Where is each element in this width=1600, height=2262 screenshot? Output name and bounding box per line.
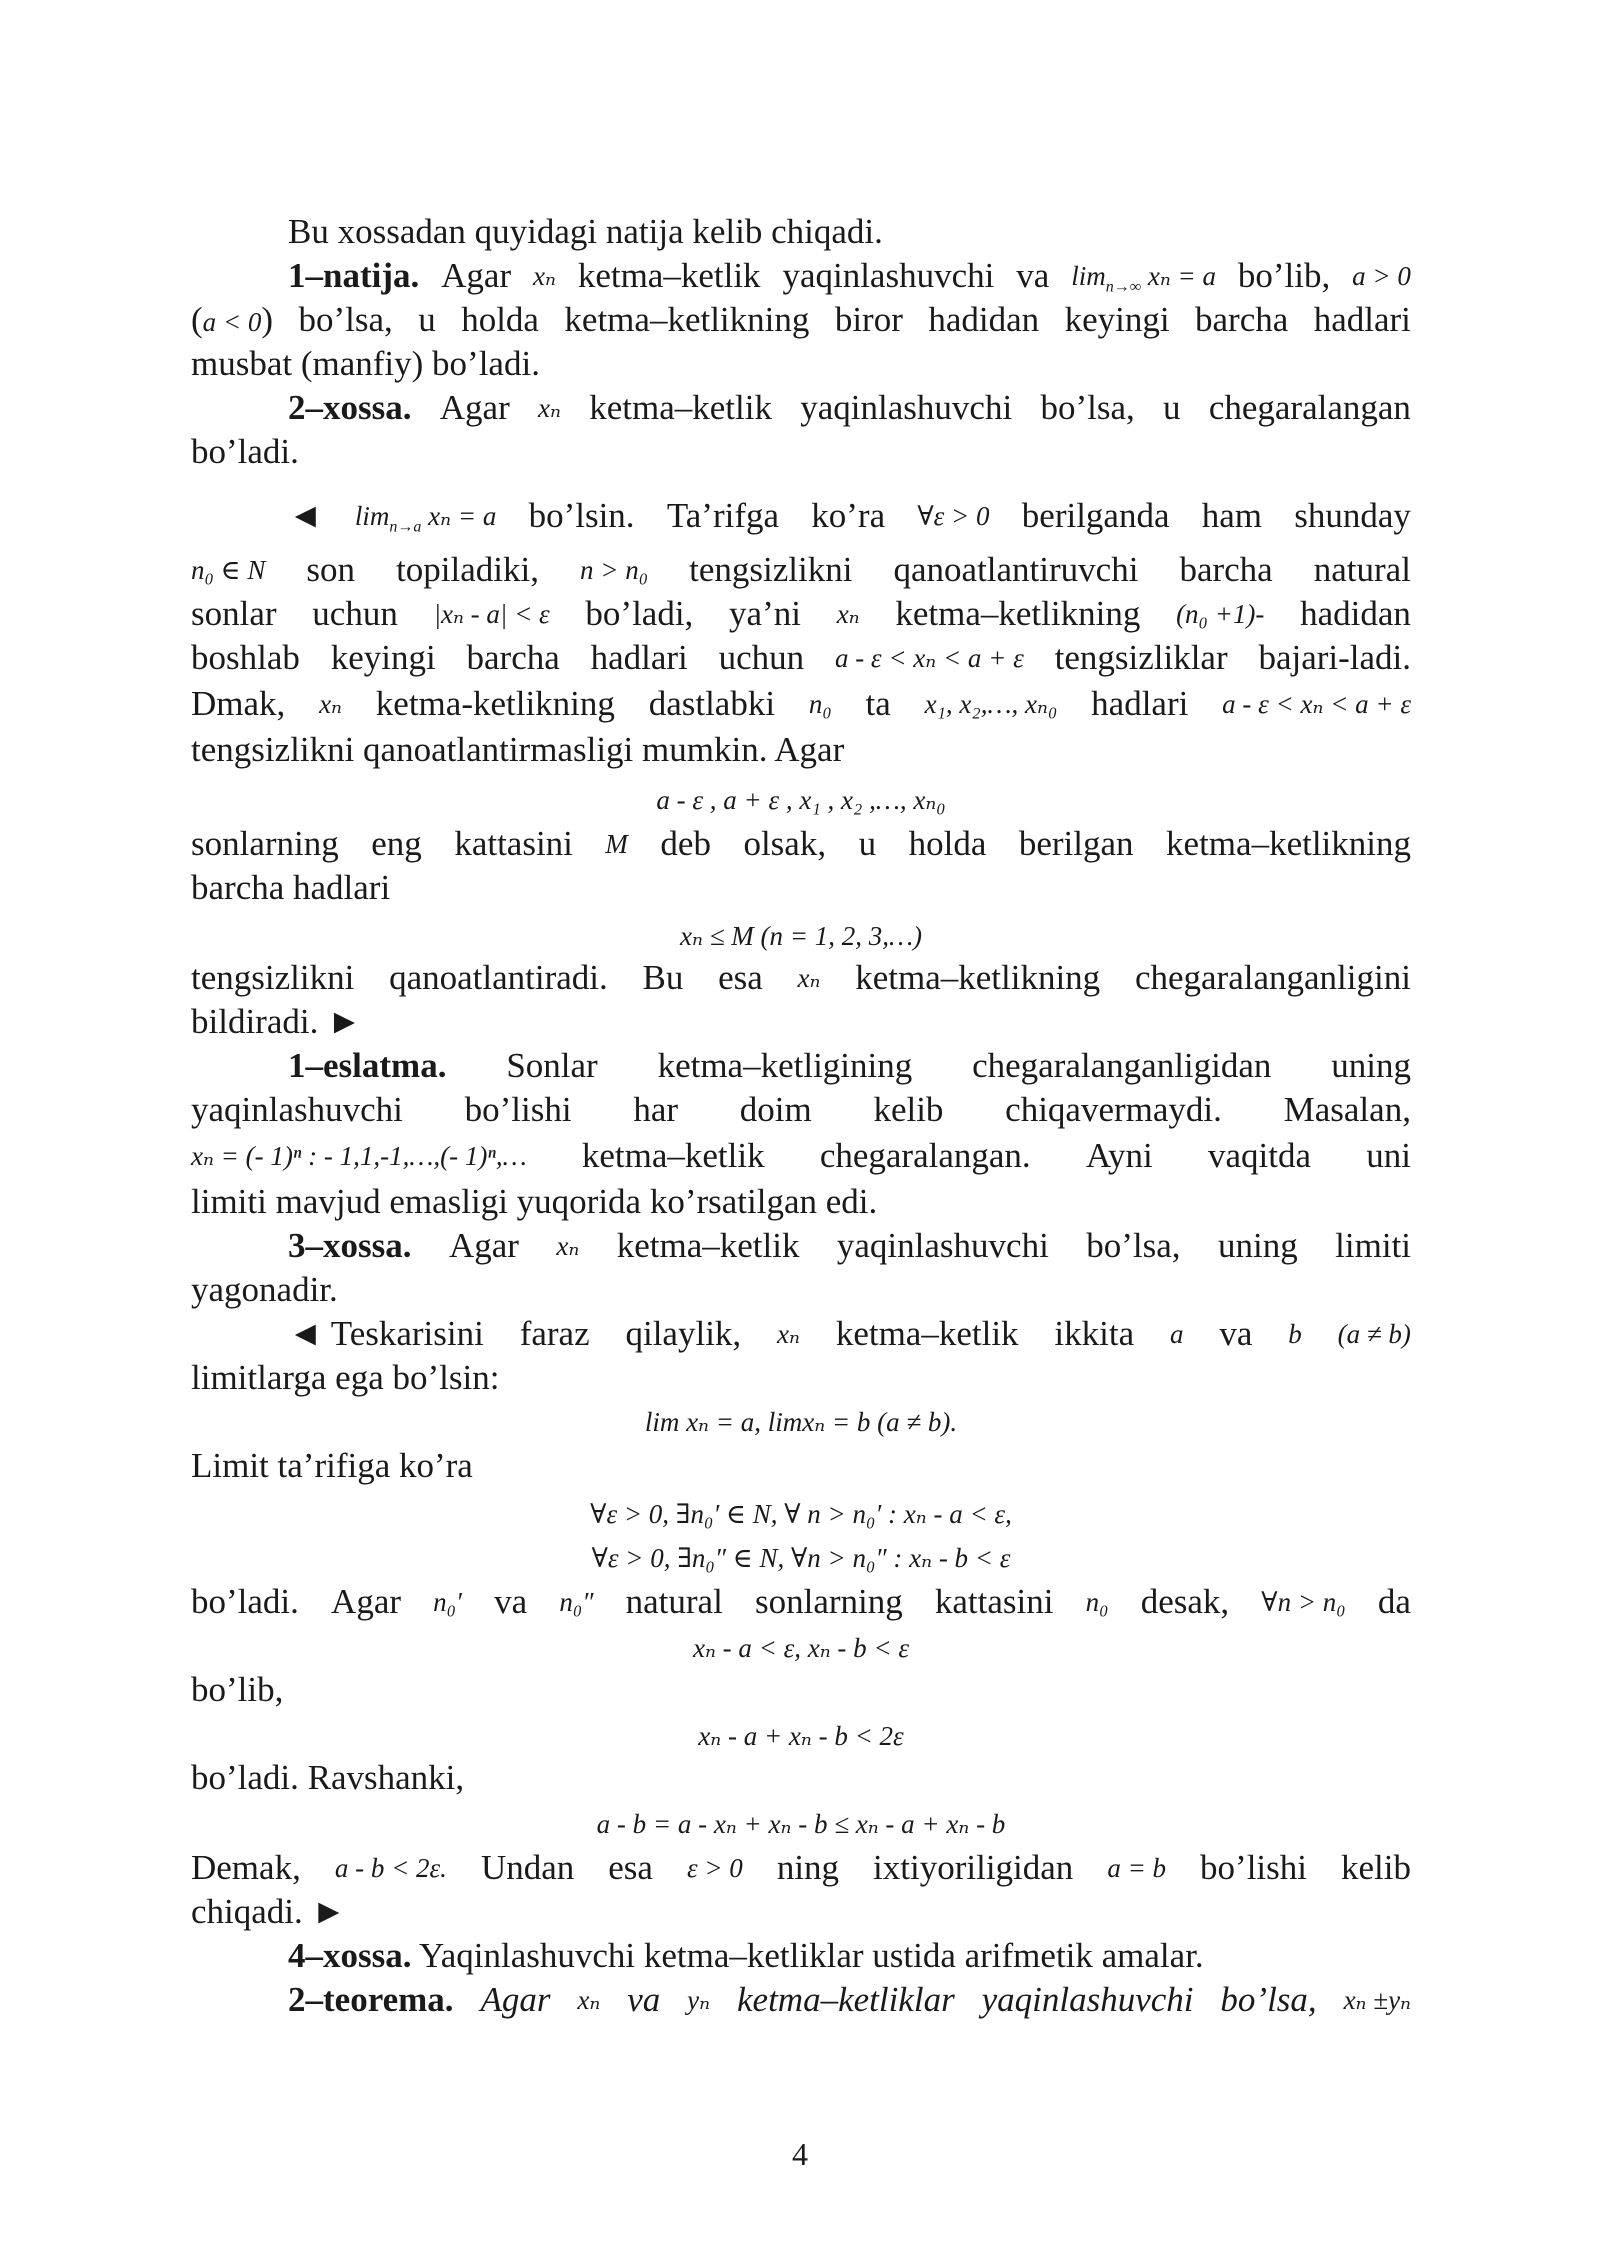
text-line: Dmak, xₙ ketma-ketlikning dastlabki n₀ ta x₁, x₂,…, xₙ₀ hadlari a - ε < xₙ < a + ε — [191, 684, 1411, 723]
text-line: Demak, a - b < 2ε. Undan esa ε > 0 ning ixtiyoriligidan a = b bo’lishi kelib — [191, 1848, 1411, 1887]
eslatma-1-line: 1–eslatma. Sonlar ketma–ketligining chegaralanganligidan uning — [288, 1046, 1411, 1085]
formula-line: a - b = a - xₙ + xₙ - b ≤ xₙ - a + xₙ - b — [596, 1809, 1006, 1839]
text-line: n₀ ∈ N son topiladiki, n > n₀ tengsizlikni qanoatlantiruvchi barcha natural — [191, 550, 1411, 589]
text-line: tengsizlikni qanoatlantirmasligi mumkin. Agar — [191, 730, 845, 769]
text-line: boshlab keyingi barcha hadlari uchun a - ε < xₙ < a + ε tengsizliklar bajari-ladi. — [191, 638, 1411, 677]
xossa-4-line: 4–xossa. Yaqinlashuvchi ketma–ketliklar ustida arifmetik amalar. — [288, 1936, 1204, 1975]
formula-line: a - ε , a + ε , x₁ , x₂ ,…, xₙ₀ — [656, 785, 946, 815]
text-line: chiqadi. ► — [191, 1892, 347, 1931]
text-line: Bu xossadan quyidagi natija kelib chiqadi. — [288, 212, 883, 251]
teorema-2-line: 2–teorema. Agar xₙ va yₙ ketma–ketliklar yaqinlashuvchi bo’lsa, xₙ ±yₙ — [288, 1980, 1411, 2019]
text-line: barcha hadlari — [191, 868, 391, 907]
formula-line: ∀ε > 0, ∃n₀″ ∈ N, ∀n > n₀″ : xₙ - b < ε — [591, 1543, 1011, 1573]
formula-line: ∀ε > 0, ∃n₀′ ∈ N, ∀ n > n₀′ : xₙ - a < ε, — [590, 1499, 1012, 1529]
text-line: bildiradi. ► — [191, 1002, 362, 1041]
page-number: 4 — [792, 2136, 808, 2172]
text-line: sonlarning eng kattasini M deb olsak, u holda berilgan ketma–ketlikning — [191, 824, 1411, 863]
formula-line: xₙ ≤ M (n = 1, 2, 3,…) — [680, 921, 922, 951]
text-line: bo’ladi. — [191, 432, 299, 471]
text-line: ◄ Teskarisini faraz qilaylik, xₙ ketma–ketlik ikkita a va b (a ≠ b) — [288, 1314, 1411, 1353]
text-line: yaqinlashuvchi bo’lishi har doim kelib chiqavermaydi. Masalan, — [191, 1090, 1411, 1129]
text-line: bo’ladi. Agar n₀′ va n₀″ natural sonlarning kattasini n₀ desak, ∀n > n₀ da — [191, 1582, 1411, 1621]
text-line: limiti mavjud emasligi yuqorida ko’rsatilgan edi. — [191, 1182, 878, 1221]
text-line: Limit ta’rifiga ko’ra — [191, 1446, 473, 1485]
text-line: ◄ $\lim_{n\to a} x_n = a$ bo’lsin. Ta’rifga ko’ra ∀ε > 0 berilganda ham shunday — [288, 496, 1411, 536]
text-line: bo’lib, — [191, 1670, 284, 1709]
xossa-2-line: 2–xossa. Agar xₙ ketma–ketlik yaqinlashuvchi bo’lsa, u chegaralangan — [288, 388, 1411, 427]
text-line: limitlarga ega bo’lsin: — [191, 1358, 500, 1397]
formula-line: xₙ - a < ε, xₙ - b < ε — [692, 1633, 910, 1663]
formula-line: lim xₙ = a, limxₙ = b (a ≠ b). — [644, 1407, 958, 1437]
text-line: tengsizlikni qanoatlantiradi. Bu esa xₙ ketma–ketlikning chegaralanganligini — [191, 958, 1411, 997]
text-line: xₙ = (- 1)ⁿ : - 1,1,-1,…,(- 1)ⁿ,… ketma–ketlik chegaralangan. Ayni vaqitda uni — [191, 1136, 1411, 1175]
text-line: yagonadir. — [191, 1270, 338, 1309]
text-line: sonlar uchun |xₙ - a| < ε bo’ladi, ya’ni xₙ ketma–ketlikning (n₀ +1)- hadidan — [191, 594, 1411, 633]
formula-line: xₙ - a + xₙ - b < 2ε — [698, 1721, 904, 1751]
text-line: (a < 0) bo’lsa, u holda ketma–ketlikning biror hadidan keyingi barcha hadlari — [191, 300, 1411, 339]
xossa-3-line: 3–xossa. Agar xₙ ketma–ketlik yaqinlashuvchi bo’lsa, uning limiti — [288, 1226, 1411, 1265]
text-line: bo’ladi. Ravshanki, — [191, 1758, 465, 1797]
natija-1-line: 1–natija. Agar xₙ ketma–ketlik yaqinlashuvchi va $\lim_{n\to\infty} x_n = a$ bo’lib, a > 0 — [288, 256, 1411, 296]
text-line: musbat (manfiy) bo’ladi. — [191, 344, 540, 383]
